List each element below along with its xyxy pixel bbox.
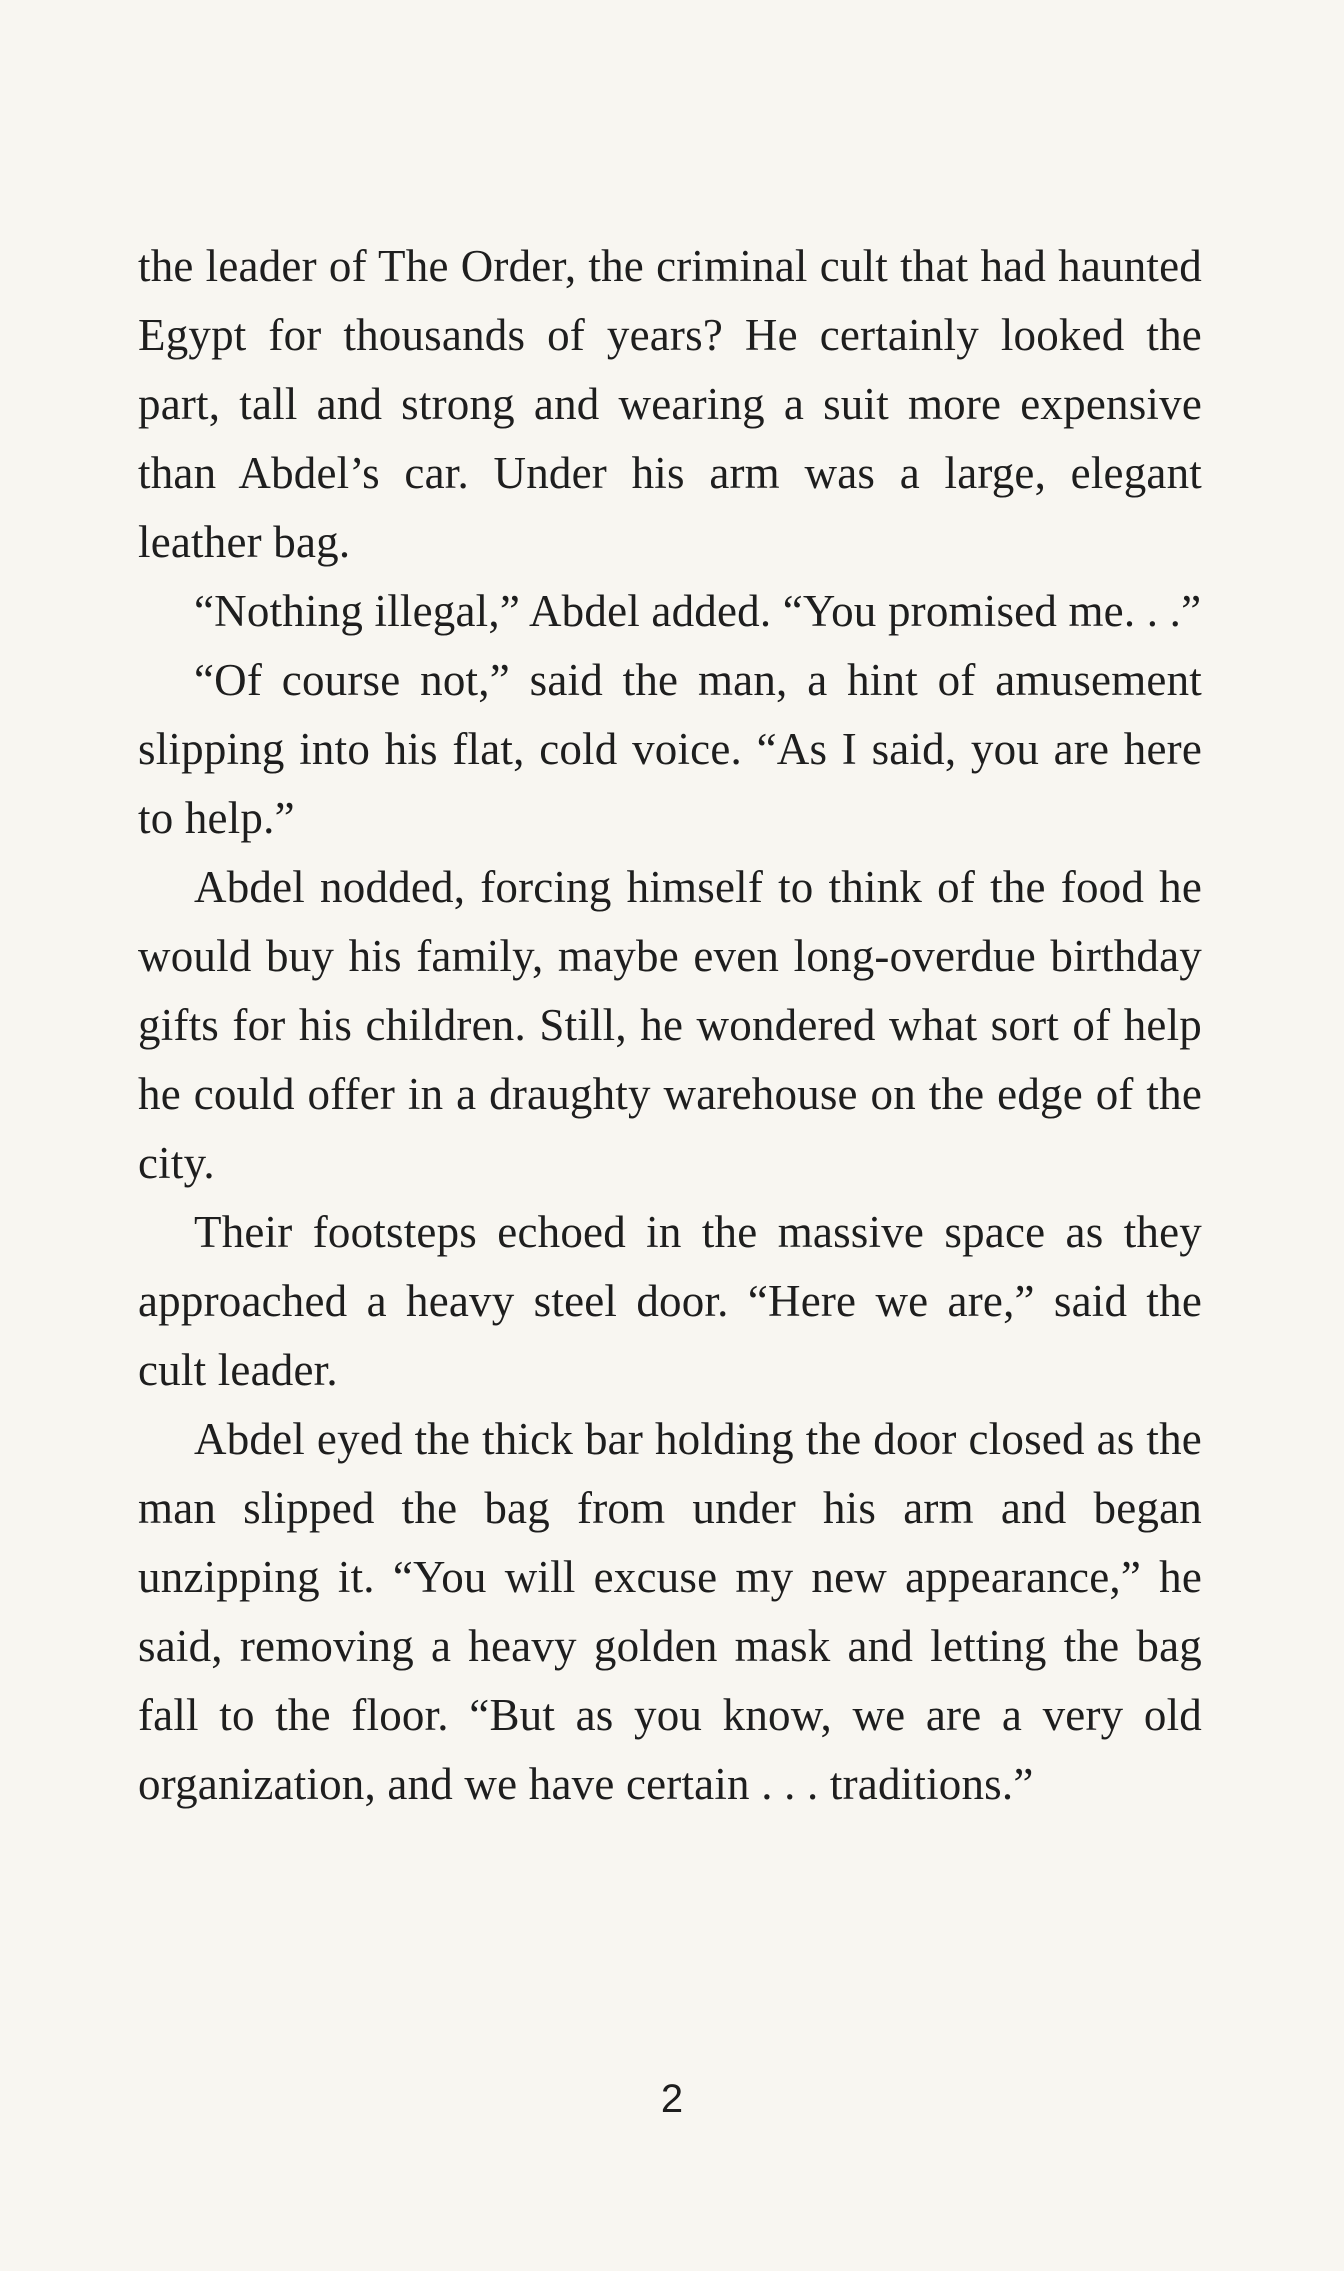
page-number: 2 [660,2077,684,2121]
paragraph-4: Abdel nodded, forcing himself to think of the food he would buy his family, maybe even long-overdue birthday gifts for his children. Still, he wondered what sort of help he could offer in a draughty warehouse on the edge of the city. [138,862,1202,1188]
paragraph-3: “Of course not,” said the man, a hint of amusement slipping into his flat, cold voice. “As I said, you are here to help.” [138,655,1202,843]
paragraph-5: Their footsteps echoed in the massive space as they approached a heavy steel door. “Here we are,” said the cult leader. [138,1207,1202,1395]
paragraph-1: the leader of The Order, the criminal cult that had haunted Egypt for thousands of years? He certainly looked the part, tall and strong and wearing a suit more expensive than Abdel’s car. Under his arm was a large, elegant leather bag. [138,241,1202,567]
paragraph-6: Abdel eyed the thick bar holding the door closed as the man slipped the bag from under his arm and began unzipping it. “You will excuse my new appearance,” he said, removing a heavy golden mask and letting the bag fall to the floor. “But as you know, we are a very old organization, and we have certain . . . traditions.” [138,1414,1202,1809]
body-text [138,232,1202,1819]
paragraph-2: “Nothing illegal,” Abdel added. “You promised me. . .” [194,586,1202,636]
